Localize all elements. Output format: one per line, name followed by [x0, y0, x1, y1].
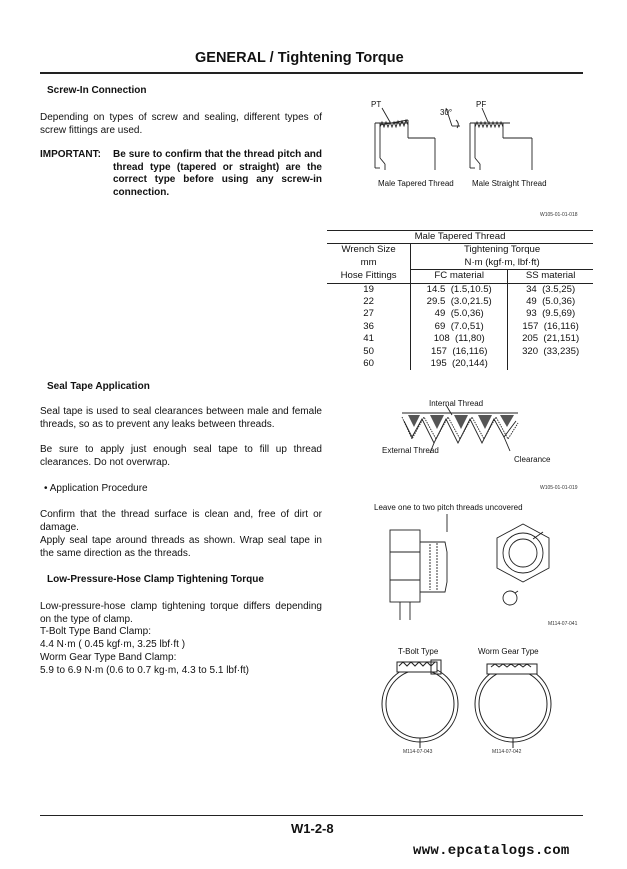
worm-value: 5.9 to 6.9 N·m (0.6 to 0.7 kg·m, 4.3 to 5.1 lbf·ft)	[40, 665, 249, 676]
cell-fc-value: 108	[433, 333, 450, 345]
watermark-link[interactable]: www.epcatalogs.com	[413, 843, 570, 859]
table-row	[327, 346, 593, 358]
screw-in-intro: Depending on types of screw and sealing, different types of screw fittings are used.	[40, 112, 322, 136]
cell-fc-value: 157	[431, 345, 448, 357]
col-wrench-size: Wrench Size	[327, 244, 411, 257]
cell-ss-value: 157	[522, 320, 539, 332]
figure-ref-018: W105-01-01-018	[540, 212, 578, 218]
caption-male-tapered: Male Tapered Thread	[378, 179, 454, 188]
seal-tape-wrap-figure	[385, 512, 565, 622]
figure-ref-041: M114-07-041	[548, 621, 578, 627]
cell-size: 50	[327, 346, 411, 358]
label-external-thread: External Thread	[382, 446, 439, 455]
cell-fc-paren: (20,144)	[452, 358, 488, 370]
cell-ss-paren: (16,116)	[543, 320, 579, 332]
cell-ss-paren: (9.5,69)	[542, 308, 576, 320]
table-row	[327, 308, 593, 320]
cell-size: 22	[327, 296, 411, 308]
cell-fc-value: 49	[434, 308, 446, 320]
seal-tape-heading: Seal Tape Application	[47, 381, 150, 392]
cell-ss-paren: (21,151)	[543, 333, 580, 345]
cell-fc-paren: (11,80)	[455, 333, 485, 345]
label-clearance: Clearance	[514, 455, 551, 464]
cell-ss-value: 49	[526, 296, 537, 308]
bullet-icon: •	[44, 483, 48, 494]
clamp-figures	[375, 656, 565, 748]
label-pt: PT	[371, 100, 382, 109]
cell-fc-paren: (16,116)	[452, 345, 488, 357]
table-row	[327, 358, 593, 370]
figure-ref-042: M114-07-042	[492, 749, 522, 755]
col-hose-fittings: Hose Fittings	[327, 270, 411, 283]
caption-tbolt-type: T-Bolt Type	[398, 647, 439, 656]
cell-ss-value: 320	[522, 345, 539, 357]
caption-male-straight: Male Straight Thread	[472, 179, 547, 188]
page-number: W1-2-8	[291, 821, 334, 836]
figure-ref-043: M114-07-043	[403, 749, 433, 755]
cell-ss-value: 34	[526, 283, 537, 295]
clamp-para1: Low-pressure-hose clamp tightening torque differs depending on the type of clamp.	[40, 601, 322, 625]
page-title: GENERAL / Tightening Torque	[195, 50, 404, 66]
cell-ss-value: 205	[522, 333, 539, 345]
tbolt-label: T-Bolt Type Band Clamp:	[40, 626, 151, 637]
clamp-heading: Low-Pressure-Hose Clamp Tightening Torque	[47, 574, 264, 585]
cell-size: 41	[327, 333, 411, 345]
cell-fc-value: 29.5	[426, 296, 446, 308]
table-title: Male Tapered Thread	[327, 231, 593, 244]
figure-ref-019: W105-01-01-019	[540, 485, 578, 491]
cell-fc-paren: (3.0,21.5)	[450, 296, 492, 308]
label-leave-threads: Leave one to two pitch threads uncovered	[374, 503, 523, 512]
caption-worm-gear-type: Worm Gear Type	[478, 647, 539, 656]
cell-ss-paren: (33,235)	[543, 345, 580, 357]
cell-ss-paren: (5.0,36)	[542, 296, 576, 308]
important-label: IMPORTANT:	[40, 149, 101, 160]
cell-ss-value: 93	[526, 308, 537, 320]
label-internal-thread: Internal Thread	[429, 399, 484, 408]
application-procedure-bullet	[44, 483, 148, 496]
table-row	[327, 333, 593, 345]
cell-fc-paren: (1.5,10.5)	[450, 283, 492, 295]
torque-table	[327, 230, 593, 370]
cell-fc-value: 69	[434, 320, 446, 332]
table-row	[327, 283, 593, 296]
cell-fc-value: 14.5	[426, 283, 446, 295]
col-mm: mm	[327, 257, 411, 270]
label-30deg: 30°	[440, 108, 453, 117]
cell-size: 19	[327, 283, 411, 296]
cell-size: 60	[327, 358, 411, 370]
col-ss-material: SS material	[508, 270, 593, 283]
cell-fc-value: 195	[430, 358, 447, 370]
seal-tape-para1: Seal tape is used to seal clearances between male and female threads, so as to prevent any leaks between threads.	[40, 406, 322, 430]
cell-fc-paren: (7.0,51)	[450, 320, 484, 332]
seal-tape-para4: Apply seal tape around threads as shown. Wrap seal tape in the same direction as the threads.	[40, 535, 322, 559]
cell-size: 27	[327, 308, 411, 320]
col-fc-material: FC material	[411, 270, 508, 283]
application-procedure-label: Application Procedure	[49, 483, 148, 494]
label-pf: PF	[476, 100, 487, 109]
col-torque-units: N·m (kgf·m, lbf·ft)	[411, 257, 593, 270]
cell-ss-paren: (3.5,25)	[542, 283, 576, 295]
tbolt-value: 4.4 N·m ( 0.45 kgf·m, 3.25 lbf·ft )	[40, 639, 186, 650]
header-rule	[40, 72, 583, 74]
col-tightening-torque: Tightening Torque	[463, 244, 541, 256]
screw-in-heading: Screw-In Connection	[47, 85, 147, 96]
seal-tape-para3: Confirm that the thread surface is clean and, free of dirt or damage.	[40, 509, 322, 533]
seal-tape-para2: Be sure to apply just enough seal tape to fill up thread clearances. Do not overwrap.	[40, 444, 322, 468]
table-row	[327, 321, 593, 333]
important-text: Be sure to confirm that the thread pitch and thread type (tapered or straight) are the correct type before using any screw-in connection.	[113, 149, 322, 198]
worm-label: Worm Gear Type Band Clamp:	[40, 652, 177, 663]
cell-size: 36	[327, 321, 411, 333]
table-row	[327, 296, 593, 308]
footer-rule	[40, 815, 583, 816]
cell-fc-paren: (5.0,36)	[450, 308, 484, 320]
